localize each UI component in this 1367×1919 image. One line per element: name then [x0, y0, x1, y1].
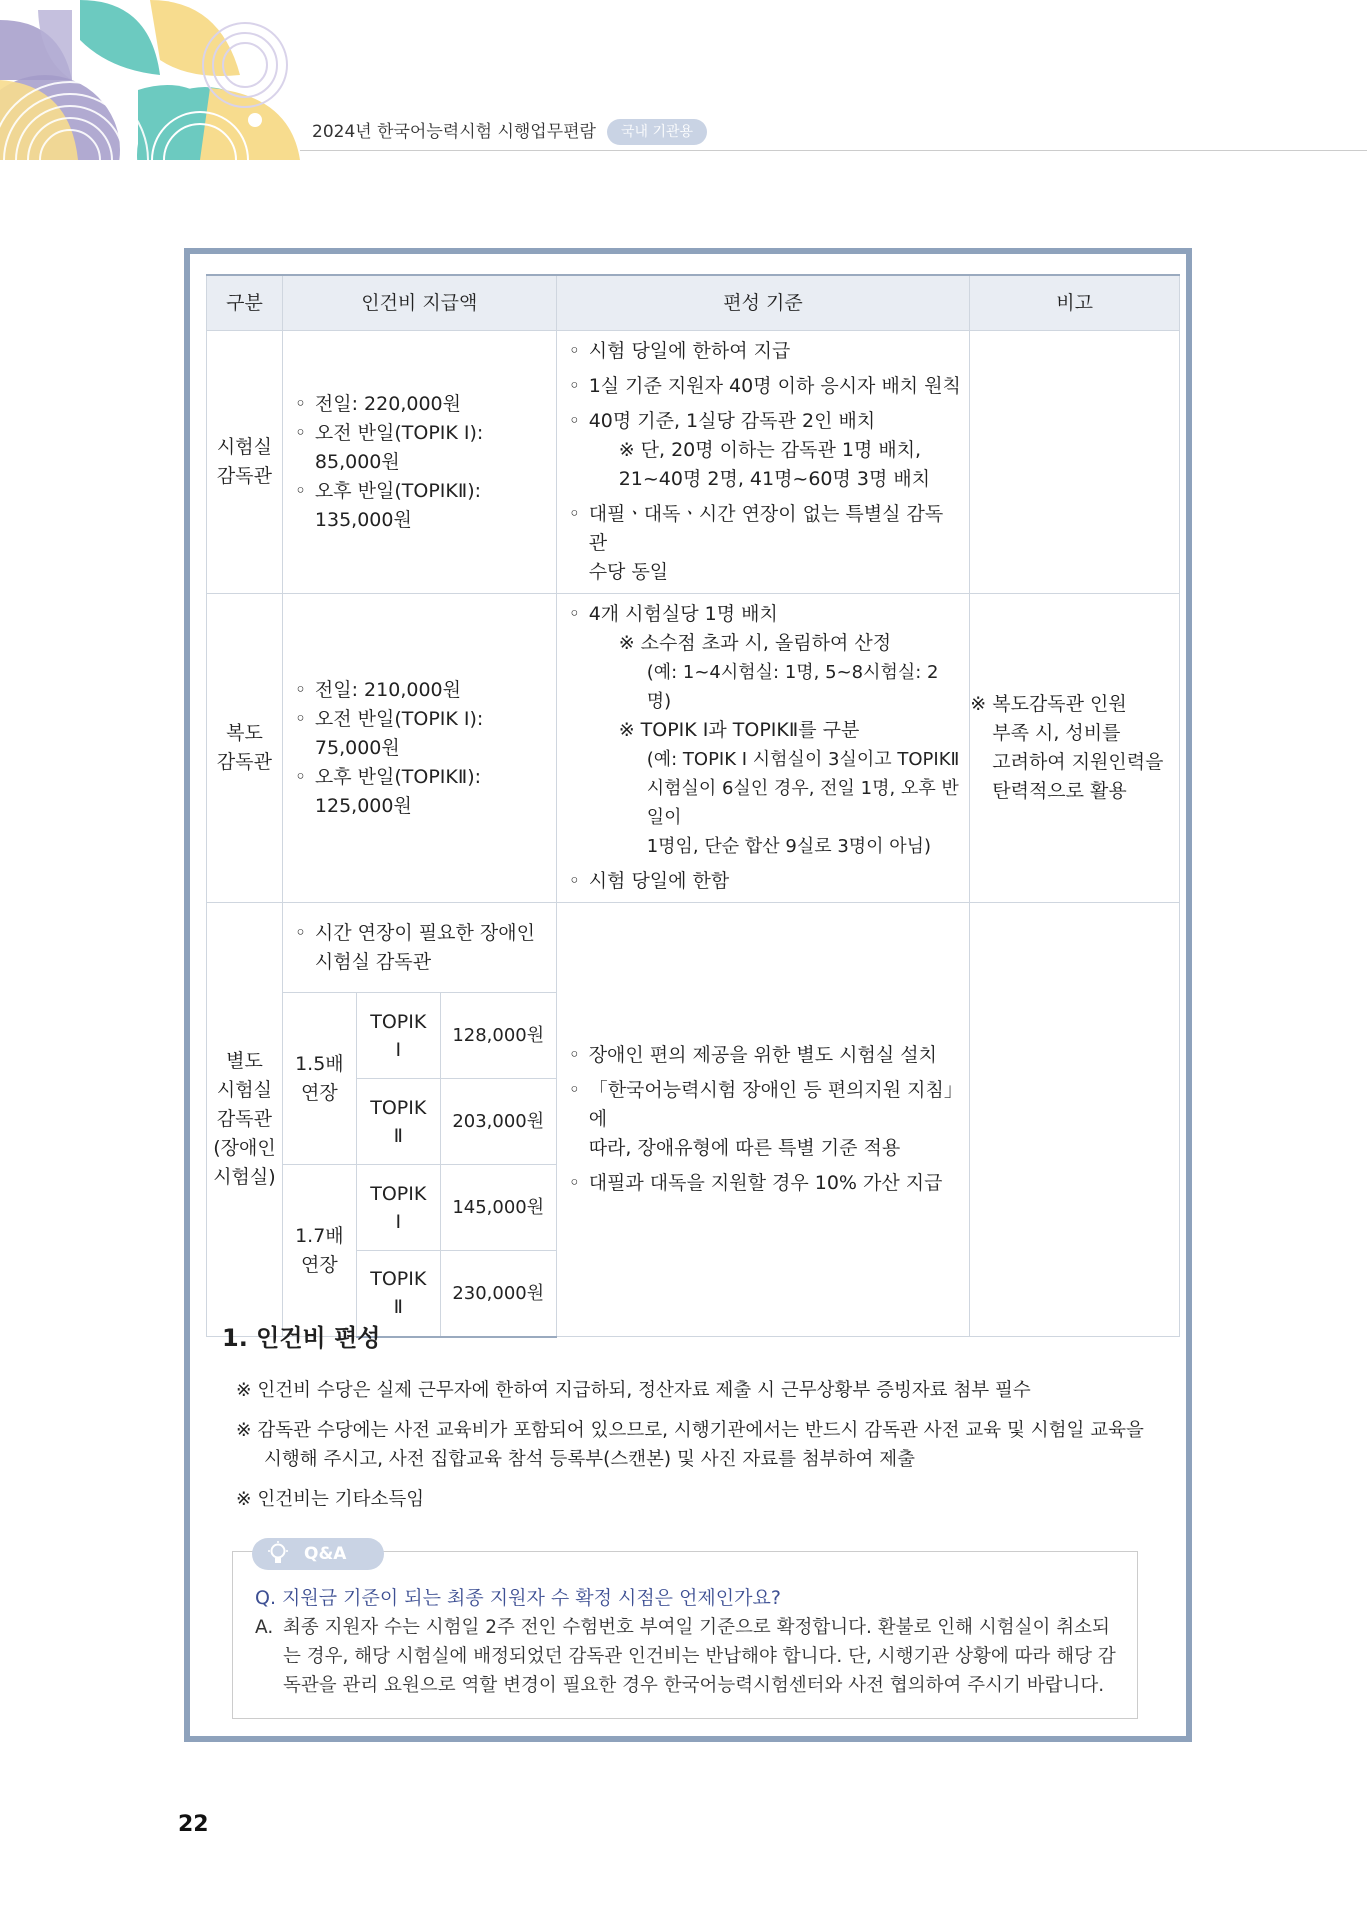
qa-answer [255, 1613, 1125, 1700]
list-item: ◦ 시험 당일에 한하여 지급 [569, 337, 962, 366]
qa-answer-prefix: A. [255, 1617, 274, 1638]
amount-value: 128,000원 [440, 993, 556, 1079]
list-item: ◦ 대필과 대독을 지원할 경우 10% 가산 지급 [569, 1169, 962, 1198]
criteria-example: (예: 1~4시험실: 1명, 5~8시험실: 2명) [646, 662, 939, 712]
remark-text: ※ 복도감독관 인원 부족 시, 성비를 고려하여 지원인력을 탄력적으로 활용 [970, 693, 1164, 802]
header-category: 구분 [207, 275, 283, 331]
personnel-cost-table [206, 274, 1180, 1338]
header-pay: 인건비 지급액 [282, 275, 556, 331]
extension-label: 1.5배 연장 [282, 993, 356, 1165]
table-row [207, 594, 1180, 903]
criteria-cell [556, 331, 970, 594]
amount-value: 230,000원 [440, 1251, 556, 1337]
criteria-example: (예: TOPIK Ⅰ 시험실이 3실이고 TOPIKⅡ 시험실이 6실인 경우, 전일 1명, 오후 반일이 1명임, 단순 합산 9실로 3명이 아님) [646, 749, 960, 857]
list-item: ◦ 시간 연장이 필요한 장애인 시험실 감독관 [295, 919, 548, 977]
category-label: 시험실 감독관 [216, 436, 272, 487]
page-number: 22 [178, 1812, 209, 1837]
criteria-list [557, 337, 970, 587]
list-item: ◦ 장애인 편의 제공을 위한 별도 시험실 설치 [569, 1041, 962, 1070]
list-item-text: 40명 기준, 1실당 감독관 2인 배치 [588, 410, 876, 432]
lightbulb-icon [266, 1541, 290, 1567]
list-item: ◦ 오전 반일(TOPIK Ⅰ): 75,000원 [295, 705, 548, 763]
criteria-list [557, 600, 970, 896]
list-item: ◦ 오전 반일(TOPIK Ⅰ): 85,000원 [295, 419, 548, 477]
remark-cell [970, 331, 1180, 594]
qa-question: Q. 지원금 기준이 되는 최종 지원자 수 확정 시점은 언제인가요? [255, 1587, 781, 1609]
category-label: 복도 감독관 [216, 722, 272, 773]
list-item: ◦ 오후 반일(TOPIKⅡ): 125,000원 [295, 763, 548, 821]
list-item [569, 407, 962, 494]
pay-list [283, 919, 556, 977]
criteria-note: ※ 소수점 초과 시, 올림하여 산정 [618, 632, 892, 654]
list-item: ◦ 오후 반일(TOPIKⅡ): 135,000원 [295, 477, 548, 535]
qa-tab-label: Q&A [304, 1544, 347, 1564]
criteria-note: ※ 단, 20명 이하는 감독관 1명 배치, 21~40명 2명, 41명~60명 3명 배치 [618, 439, 931, 490]
section-title: 1. 인건비 편성 [222, 1324, 381, 1352]
pay-list [283, 390, 556, 535]
pay-cell [282, 331, 556, 594]
level-label: TOPIK Ⅱ [356, 1251, 440, 1337]
list-item [569, 600, 962, 861]
amount-value: 203,000원 [440, 1079, 556, 1165]
list-item: ◦ 「한국어능력시험 장애인 등 편의지원 지침」에 따라, 장애유형에 따른 특별 기준 적용 [569, 1076, 962, 1163]
amount-value: 145,000원 [440, 1165, 556, 1251]
qa-tab [252, 1538, 384, 1570]
criteria-list [557, 1041, 970, 1198]
notes-list [236, 1376, 1166, 1525]
list-item-text: 4개 시험실당 1명 배치 [588, 603, 778, 625]
header-criteria: 편성 기준 [556, 275, 970, 331]
table-row [207, 331, 1180, 594]
level-label: TOPIK Ⅰ [356, 993, 440, 1079]
pay-cell [282, 903, 556, 993]
table-row [207, 903, 1180, 993]
list-item: ◦ 대필ㆍ대독ㆍ시간 연장이 없는 특별실 감독관 수당 동일 [569, 500, 962, 587]
category-label: 별도 시험실 감독관 (장애인 시험실) [213, 1050, 276, 1188]
pay-cell [282, 594, 556, 903]
level-label: TOPIK Ⅰ [356, 1165, 440, 1251]
qa-answer-text: 최종 지원자 수는 시험일 2주 전인 수험번호 부여일 기준으로 확정합니다. 환불로 인해 시험실이 취소되는 경우, 해당 시험실에 배정되었던 감독관 인건비는 반납해야 합니다. 단, 시행기관 상황에 따라 해당 감독관을 관리 요원으로 역할 변경이 필요한 경우 한국어능력시험센터와 사전 협의하여 주시기 바랍니다. [283, 1617, 1116, 1696]
criteria-note: ※ TOPIK Ⅰ과 TOPIKⅡ를 구분 [618, 719, 860, 741]
note-item: ※ 인건비는 기타소득임 [236, 1489, 425, 1510]
list-item: ◦ 시험 당일에 한함 [569, 867, 962, 896]
document-title: 2024년 한국어능력시험 시행업무편람 [312, 122, 596, 142]
remark-cell [970, 903, 1180, 1337]
header-decoration [0, 0, 300, 160]
criteria-cell [556, 594, 970, 903]
table-header-row [207, 275, 1180, 331]
list-item: ◦ 전일: 210,000원 [295, 676, 548, 705]
category-cell [207, 594, 283, 903]
header-remark: 비고 [970, 275, 1180, 331]
category-cell [207, 331, 283, 594]
pay-list [283, 676, 556, 821]
level-label: TOPIK Ⅱ [356, 1079, 440, 1165]
list-item: ◦ 1실 기준 지원자 40명 이하 응시자 배치 원칙 [569, 372, 962, 401]
list-item: ◦ 전일: 220,000원 [295, 390, 548, 419]
category-cell [207, 903, 283, 1337]
audience-badge: 국내 기관용 [607, 119, 707, 145]
note-item: ※ 감독관 수당에는 사전 교육비가 포함되어 있으므로, 시행기관에서는 반드시 감독관 사전 교육 및 시험일 교육을 시행해 주시고, 사전 집합교육 참석 등록부(스캔본) 및 사진 자료를 첨부하여 제출 [236, 1420, 1144, 1470]
extension-label: 1.7배 연장 [282, 1165, 356, 1337]
remark-cell [970, 594, 1180, 903]
criteria-cell [556, 903, 970, 1337]
header-divider [300, 150, 1367, 151]
note-item: ※ 인건비 수당은 실제 근무자에 한하여 지급하되, 정산자료 제출 시 근무상황부 증빙자료 첨부 필수 [236, 1380, 1031, 1401]
